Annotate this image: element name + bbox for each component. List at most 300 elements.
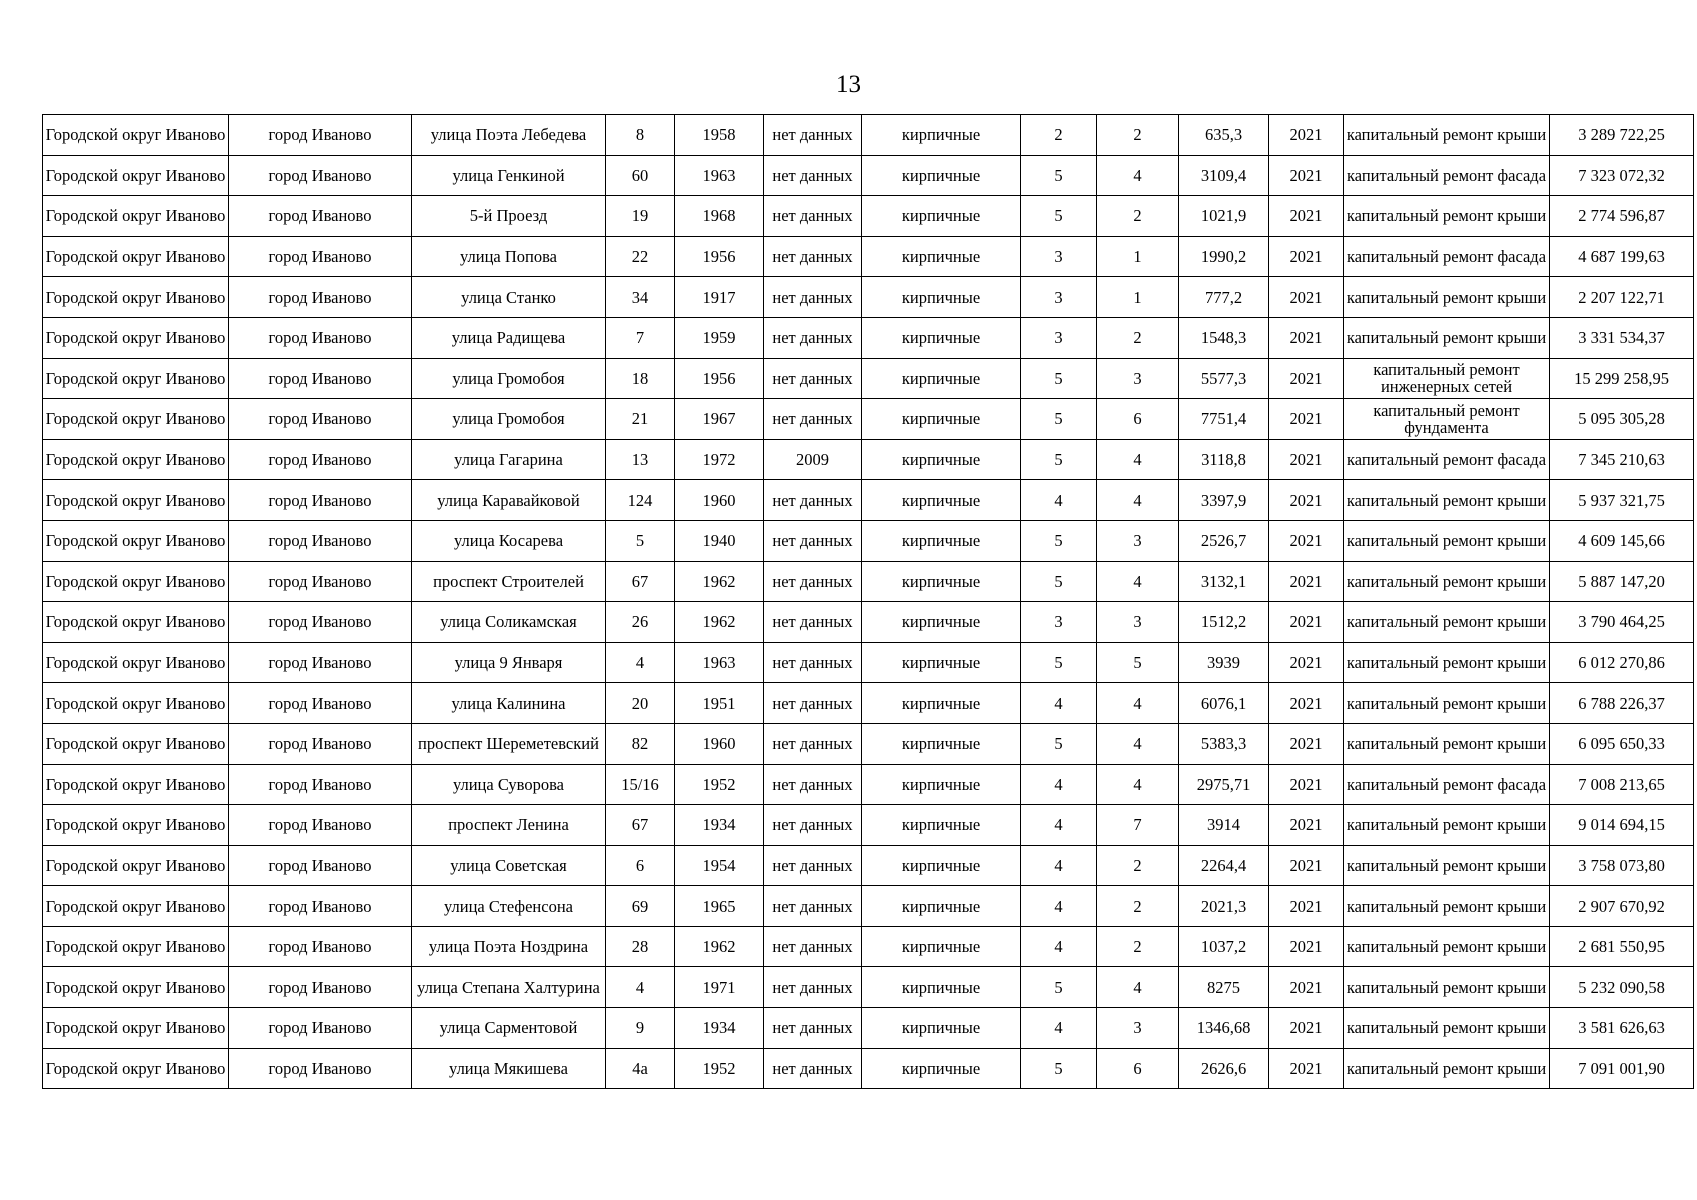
cell-cost: 3 790 464,25 [1550, 602, 1694, 643]
cell-work-type: капитальный ремонт крыши [1344, 642, 1550, 683]
cell-okrug: Городской округ Иваново [43, 886, 229, 927]
cell-floors: 4 [1021, 683, 1097, 724]
cell-wall-material: кирпичные [862, 480, 1021, 521]
cell-year-built: 1960 [675, 723, 764, 764]
cell-floors: 4 [1021, 886, 1097, 927]
cell-area: 1021,9 [1179, 196, 1269, 237]
table-row [43, 764, 1694, 805]
table-row [43, 480, 1694, 521]
table-row [43, 277, 1694, 318]
cell-area: 1346,68 [1179, 1008, 1269, 1049]
cell-wall-material: кирпичные [862, 399, 1021, 440]
cell-year-built: 1952 [675, 1048, 764, 1089]
cell-house-number: 8 [606, 115, 675, 156]
cell-year-built: 1962 [675, 602, 764, 643]
cell-floors: 5 [1021, 439, 1097, 480]
cell-last-repair-year: нет данных [764, 115, 862, 156]
cell-floors: 3 [1021, 236, 1097, 277]
cell-cost: 4 687 199,63 [1550, 236, 1694, 277]
cell-plan-year: 2021 [1269, 764, 1344, 805]
cell-work-type: капитальный ремонт крыши [1344, 196, 1550, 237]
cell-wall-material: кирпичные [862, 520, 1021, 561]
cell-entrances: 6 [1097, 1048, 1179, 1089]
cell-plan-year: 2021 [1269, 967, 1344, 1008]
cell-work-type: капитальный ремонт фасада [1344, 439, 1550, 480]
table-row [43, 805, 1694, 846]
cell-floors: 4 [1021, 1008, 1097, 1049]
cell-city: город Иваново [229, 926, 412, 967]
table-row [43, 886, 1694, 927]
cell-plan-year: 2021 [1269, 845, 1344, 886]
cell-year-built: 1972 [675, 439, 764, 480]
cell-work-type: капитальный ремонт крыши [1344, 805, 1550, 846]
cell-okrug: Городской округ Иваново [43, 439, 229, 480]
cell-street: улица Поэта Ноздрина [412, 926, 606, 967]
cell-street: улица Станко [412, 277, 606, 318]
cell-year-built: 1956 [675, 236, 764, 277]
cell-cost: 9 014 694,15 [1550, 805, 1694, 846]
cell-area: 2021,3 [1179, 886, 1269, 927]
cell-street: улица Соликамская [412, 602, 606, 643]
cell-wall-material: кирпичные [862, 439, 1021, 480]
cell-last-repair-year: нет данных [764, 277, 862, 318]
cell-house-number: 6 [606, 845, 675, 886]
cell-floors: 3 [1021, 277, 1097, 318]
table-row [43, 967, 1694, 1008]
cell-cost: 3 758 073,80 [1550, 845, 1694, 886]
cell-year-built: 1959 [675, 317, 764, 358]
cell-okrug: Городской округ Иваново [43, 196, 229, 237]
cell-street: 5-й Проезд [412, 196, 606, 237]
cell-last-repair-year: нет данных [764, 480, 862, 521]
cell-entrances: 4 [1097, 683, 1179, 724]
cell-entrances: 2 [1097, 196, 1179, 237]
cell-floors: 5 [1021, 723, 1097, 764]
cell-year-built: 1965 [675, 886, 764, 927]
cell-last-repair-year: нет данных [764, 236, 862, 277]
cell-last-repair-year: нет данных [764, 845, 862, 886]
cell-floors: 5 [1021, 561, 1097, 602]
cell-street: улица 9 Января [412, 642, 606, 683]
cell-area: 1037,2 [1179, 926, 1269, 967]
cell-house-number: 5 [606, 520, 675, 561]
cell-entrances: 5 [1097, 642, 1179, 683]
cell-cost: 7 323 072,32 [1550, 155, 1694, 196]
table-row [43, 317, 1694, 358]
cell-floors: 5 [1021, 399, 1097, 440]
cell-work-type: капитальный ремонт крыши [1344, 520, 1550, 561]
cell-year-built: 1962 [675, 561, 764, 602]
cell-entrances: 2 [1097, 886, 1179, 927]
cell-wall-material: кирпичные [862, 196, 1021, 237]
cell-plan-year: 2021 [1269, 439, 1344, 480]
cell-house-number: 60 [606, 155, 675, 196]
cell-plan-year: 2021 [1269, 317, 1344, 358]
cell-okrug: Городской округ Иваново [43, 967, 229, 1008]
cell-house-number: 7 [606, 317, 675, 358]
cell-last-repair-year: нет данных [764, 399, 862, 440]
cell-entrances: 2 [1097, 317, 1179, 358]
cell-house-number: 82 [606, 723, 675, 764]
cell-plan-year: 2021 [1269, 723, 1344, 764]
cell-wall-material: кирпичные [862, 277, 1021, 318]
table-row [43, 926, 1694, 967]
cell-cost: 7 008 213,65 [1550, 764, 1694, 805]
cell-city: город Иваново [229, 642, 412, 683]
cell-last-repair-year: нет данных [764, 683, 862, 724]
cell-area: 3132,1 [1179, 561, 1269, 602]
cell-floors: 3 [1021, 317, 1097, 358]
cell-plan-year: 2021 [1269, 1048, 1344, 1089]
cell-wall-material: кирпичные [862, 358, 1021, 399]
cell-work-type: капитальный ремонт крыши [1344, 480, 1550, 521]
cell-cost: 6 788 226,37 [1550, 683, 1694, 724]
cell-city: город Иваново [229, 277, 412, 318]
cell-area: 7751,4 [1179, 399, 1269, 440]
cell-plan-year: 2021 [1269, 561, 1344, 602]
cell-area: 3109,4 [1179, 155, 1269, 196]
cell-house-number: 28 [606, 926, 675, 967]
cell-plan-year: 2021 [1269, 602, 1344, 643]
cell-house-number: 4а [606, 1048, 675, 1089]
cell-wall-material: кирпичные [862, 1048, 1021, 1089]
cell-city: город Иваново [229, 683, 412, 724]
cell-last-repair-year: нет данных [764, 967, 862, 1008]
cell-area: 3118,8 [1179, 439, 1269, 480]
cell-house-number: 34 [606, 277, 675, 318]
cell-work-type: капитальный ремонт крыши [1344, 1048, 1550, 1089]
cell-city: город Иваново [229, 886, 412, 927]
cell-wall-material: кирпичные [862, 1008, 1021, 1049]
cell-work-type: капитальный ремонт крыши [1344, 115, 1550, 156]
cell-wall-material: кирпичные [862, 926, 1021, 967]
cell-year-built: 1952 [675, 764, 764, 805]
cell-city: город Иваново [229, 845, 412, 886]
cell-plan-year: 2021 [1269, 805, 1344, 846]
cell-street: улица Громобоя [412, 399, 606, 440]
cell-work-type: капитальный ремонт фасада [1344, 155, 1550, 196]
cell-work-type: капитальный ремонт крыши [1344, 561, 1550, 602]
cell-entrances: 4 [1097, 723, 1179, 764]
cell-house-number: 18 [606, 358, 675, 399]
cell-house-number: 26 [606, 602, 675, 643]
cell-last-repair-year: нет данных [764, 1048, 862, 1089]
cell-area: 5383,3 [1179, 723, 1269, 764]
cell-wall-material: кирпичные [862, 886, 1021, 927]
cell-entrances: 4 [1097, 967, 1179, 1008]
cell-floors: 5 [1021, 520, 1097, 561]
cell-wall-material: кирпичные [862, 115, 1021, 156]
cell-okrug: Городской округ Иваново [43, 845, 229, 886]
cell-year-built: 1971 [675, 967, 764, 1008]
table-row [43, 520, 1694, 561]
cell-entrances: 4 [1097, 764, 1179, 805]
cell-year-built: 1960 [675, 480, 764, 521]
cell-cost: 2 907 670,92 [1550, 886, 1694, 927]
cell-floors: 5 [1021, 155, 1097, 196]
cell-street: улица Гагарина [412, 439, 606, 480]
cell-area: 2626,6 [1179, 1048, 1269, 1089]
cell-area: 1512,2 [1179, 602, 1269, 643]
cell-year-built: 1956 [675, 358, 764, 399]
cell-street: проспект Ленина [412, 805, 606, 846]
table-row [43, 155, 1694, 196]
cell-floors: 4 [1021, 480, 1097, 521]
cell-entrances: 2 [1097, 926, 1179, 967]
table-row [43, 115, 1694, 156]
cell-last-repair-year: нет данных [764, 317, 862, 358]
cell-cost: 3 581 626,63 [1550, 1008, 1694, 1049]
cell-cost: 7 091 001,90 [1550, 1048, 1694, 1089]
cell-entrances: 3 [1097, 602, 1179, 643]
cell-floors: 4 [1021, 805, 1097, 846]
cell-cost: 5 937 321,75 [1550, 480, 1694, 521]
cell-city: город Иваново [229, 967, 412, 1008]
cell-area: 1990,2 [1179, 236, 1269, 277]
cell-last-repair-year: нет данных [764, 723, 862, 764]
cell-entrances: 1 [1097, 277, 1179, 318]
cell-plan-year: 2021 [1269, 1008, 1344, 1049]
table-row [43, 561, 1694, 602]
cell-street: проспект Строителей [412, 561, 606, 602]
cell-last-repair-year: нет данных [764, 764, 862, 805]
cell-street: улица Поэта Лебедева [412, 115, 606, 156]
cell-plan-year: 2021 [1269, 399, 1344, 440]
cell-house-number: 4 [606, 642, 675, 683]
cell-city: город Иваново [229, 561, 412, 602]
page-number: 13 [836, 71, 861, 98]
cell-last-repair-year: нет данных [764, 1008, 862, 1049]
cell-plan-year: 2021 [1269, 642, 1344, 683]
cell-cost: 5 887 147,20 [1550, 561, 1694, 602]
cell-street: улица Генкиной [412, 155, 606, 196]
table-row [43, 683, 1694, 724]
cell-last-repair-year: 2009 [764, 439, 862, 480]
cell-last-repair-year: нет данных [764, 520, 862, 561]
cell-area: 777,2 [1179, 277, 1269, 318]
cell-work-type: капитальный ремонт фасада [1344, 764, 1550, 805]
cell-year-built: 1968 [675, 196, 764, 237]
cell-city: город Иваново [229, 317, 412, 358]
cell-city: город Иваново [229, 439, 412, 480]
cell-wall-material: кирпичные [862, 805, 1021, 846]
cell-street: улица Мякишева [412, 1048, 606, 1089]
cell-cost: 2 681 550,95 [1550, 926, 1694, 967]
cell-work-type: капитальный ремонт крыши [1344, 886, 1550, 927]
cell-okrug: Городской округ Иваново [43, 358, 229, 399]
table-row [43, 439, 1694, 480]
cell-work-type: капитальный ремонт крыши [1344, 967, 1550, 1008]
cell-city: город Иваново [229, 805, 412, 846]
cell-house-number: 67 [606, 805, 675, 846]
cell-house-number: 19 [606, 196, 675, 237]
cell-okrug: Городской округ Иваново [43, 236, 229, 277]
cell-year-built: 1917 [675, 277, 764, 318]
cell-floors: 5 [1021, 1048, 1097, 1089]
cell-street: улица Степана Халтурина [412, 967, 606, 1008]
cell-okrug: Городской округ Иваново [43, 520, 229, 561]
table-row [43, 236, 1694, 277]
cell-entrances: 3 [1097, 358, 1179, 399]
cell-wall-material: кирпичные [862, 236, 1021, 277]
cell-okrug: Городской округ Иваново [43, 317, 229, 358]
cell-house-number: 20 [606, 683, 675, 724]
cell-house-number: 124 [606, 480, 675, 521]
cell-cost: 5 232 090,58 [1550, 967, 1694, 1008]
table-row [43, 399, 1694, 440]
cell-area: 5577,3 [1179, 358, 1269, 399]
cell-street: улица Косарева [412, 520, 606, 561]
cell-last-repair-year: нет данных [764, 642, 862, 683]
cell-okrug: Городской округ Иваново [43, 926, 229, 967]
cell-okrug: Городской округ Иваново [43, 683, 229, 724]
cell-entrances: 2 [1097, 115, 1179, 156]
cell-city: город Иваново [229, 155, 412, 196]
cell-area: 8275 [1179, 967, 1269, 1008]
cell-floors: 3 [1021, 602, 1097, 643]
cell-okrug: Городской округ Иваново [43, 1008, 229, 1049]
cell-okrug: Городской округ Иваново [43, 399, 229, 440]
cell-plan-year: 2021 [1269, 277, 1344, 318]
cell-plan-year: 2021 [1269, 236, 1344, 277]
cell-house-number: 4 [606, 967, 675, 1008]
cell-house-number: 15/16 [606, 764, 675, 805]
cell-okrug: Городской округ Иваново [43, 602, 229, 643]
cell-cost: 2 207 122,71 [1550, 277, 1694, 318]
cell-year-built: 1940 [675, 520, 764, 561]
cell-year-built: 1962 [675, 926, 764, 967]
cell-city: город Иваново [229, 1048, 412, 1089]
table-row [43, 1008, 1694, 1049]
cell-floors: 4 [1021, 845, 1097, 886]
cell-floors: 2 [1021, 115, 1097, 156]
cell-wall-material: кирпичные [862, 642, 1021, 683]
cell-area: 2264,4 [1179, 845, 1269, 886]
cell-wall-material: кирпичные [862, 845, 1021, 886]
cell-street: улица Суворова [412, 764, 606, 805]
cell-city: город Иваново [229, 723, 412, 764]
repair-program-table [42, 114, 1694, 1089]
cell-last-repair-year: нет данных [764, 926, 862, 967]
cell-work-type: капитальный ремонт крыши [1344, 602, 1550, 643]
cell-plan-year: 2021 [1269, 480, 1344, 521]
cell-plan-year: 2021 [1269, 155, 1344, 196]
cell-area: 2526,7 [1179, 520, 1269, 561]
cell-plan-year: 2021 [1269, 520, 1344, 561]
cell-floors: 5 [1021, 967, 1097, 1008]
cell-cost: 2 774 596,87 [1550, 196, 1694, 237]
cell-work-type: капитальный ремонт крыши [1344, 926, 1550, 967]
cell-plan-year: 2021 [1269, 358, 1344, 399]
cell-area: 2975,71 [1179, 764, 1269, 805]
cell-street: проспект Шереметевский [412, 723, 606, 764]
cell-house-number: 67 [606, 561, 675, 602]
cell-last-repair-year: нет данных [764, 155, 862, 196]
table-row [43, 358, 1694, 399]
cell-entrances: 4 [1097, 480, 1179, 521]
cell-plan-year: 2021 [1269, 683, 1344, 724]
cell-okrug: Городской округ Иваново [43, 723, 229, 764]
cell-area: 3939 [1179, 642, 1269, 683]
cell-work-type: капитальный ремонт крыши [1344, 1008, 1550, 1049]
cell-plan-year: 2021 [1269, 886, 1344, 927]
cell-cost: 15 299 258,95 [1550, 358, 1694, 399]
cell-house-number: 9 [606, 1008, 675, 1049]
cell-street: улица Стефенсона [412, 886, 606, 927]
cell-wall-material: кирпичные [862, 602, 1021, 643]
cell-wall-material: кирпичные [862, 967, 1021, 1008]
cell-plan-year: 2021 [1269, 926, 1344, 967]
cell-street: улица Сарментовой [412, 1008, 606, 1049]
cell-cost: 6 095 650,33 [1550, 723, 1694, 764]
cell-city: город Иваново [229, 480, 412, 521]
cell-street: улица Радищева [412, 317, 606, 358]
cell-year-built: 1951 [675, 683, 764, 724]
cell-city: город Иваново [229, 764, 412, 805]
cell-city: город Иваново [229, 1008, 412, 1049]
cell-street: улица Каравайковой [412, 480, 606, 521]
cell-cost: 7 345 210,63 [1550, 439, 1694, 480]
table-row [43, 723, 1694, 764]
cell-house-number: 22 [606, 236, 675, 277]
cell-entrances: 4 [1097, 561, 1179, 602]
cell-work-type: капитальный ремонт крыши [1344, 723, 1550, 764]
cell-year-built: 1967 [675, 399, 764, 440]
cell-okrug: Городской округ Иваново [43, 805, 229, 846]
cell-street: улица Калинина [412, 683, 606, 724]
cell-area: 6076,1 [1179, 683, 1269, 724]
cell-floors: 5 [1021, 196, 1097, 237]
cell-cost: 3 331 534,37 [1550, 317, 1694, 358]
cell-okrug: Городской округ Иваново [43, 277, 229, 318]
cell-okrug: Городской округ Иваново [43, 1048, 229, 1089]
cell-area: 1548,3 [1179, 317, 1269, 358]
cell-okrug: Городской округ Иваново [43, 642, 229, 683]
table-row [43, 642, 1694, 683]
cell-wall-material: кирпичные [862, 561, 1021, 602]
cell-okrug: Городской округ Иваново [43, 480, 229, 521]
cell-last-repair-year: нет данных [764, 358, 862, 399]
cell-year-built: 1963 [675, 642, 764, 683]
cell-floors: 4 [1021, 926, 1097, 967]
cell-okrug: Городской округ Иваново [43, 764, 229, 805]
cell-year-built: 1954 [675, 845, 764, 886]
cell-city: город Иваново [229, 399, 412, 440]
cell-entrances: 4 [1097, 155, 1179, 196]
cell-wall-material: кирпичные [862, 317, 1021, 358]
cell-city: город Иваново [229, 358, 412, 399]
cell-area: 3397,9 [1179, 480, 1269, 521]
cell-street: улица Советская [412, 845, 606, 886]
cell-entrances: 4 [1097, 439, 1179, 480]
cell-floors: 5 [1021, 642, 1097, 683]
cell-house-number: 69 [606, 886, 675, 927]
cell-entrances: 6 [1097, 399, 1179, 440]
cell-last-repair-year: нет данных [764, 886, 862, 927]
cell-work-type: капитальный ремонт крыши [1344, 317, 1550, 358]
cell-cost: 4 609 145,66 [1550, 520, 1694, 561]
cell-city: город Иваново [229, 520, 412, 561]
cell-entrances: 2 [1097, 845, 1179, 886]
cell-plan-year: 2021 [1269, 115, 1344, 156]
cell-okrug: Городской округ Иваново [43, 561, 229, 602]
cell-work-type: капитальный ремонт фасада [1344, 236, 1550, 277]
cell-area: 3914 [1179, 805, 1269, 846]
cell-city: город Иваново [229, 115, 412, 156]
table-row [43, 602, 1694, 643]
cell-last-repair-year: нет данных [764, 196, 862, 237]
cell-work-type: капитальный ремонт фундамента [1344, 399, 1550, 440]
